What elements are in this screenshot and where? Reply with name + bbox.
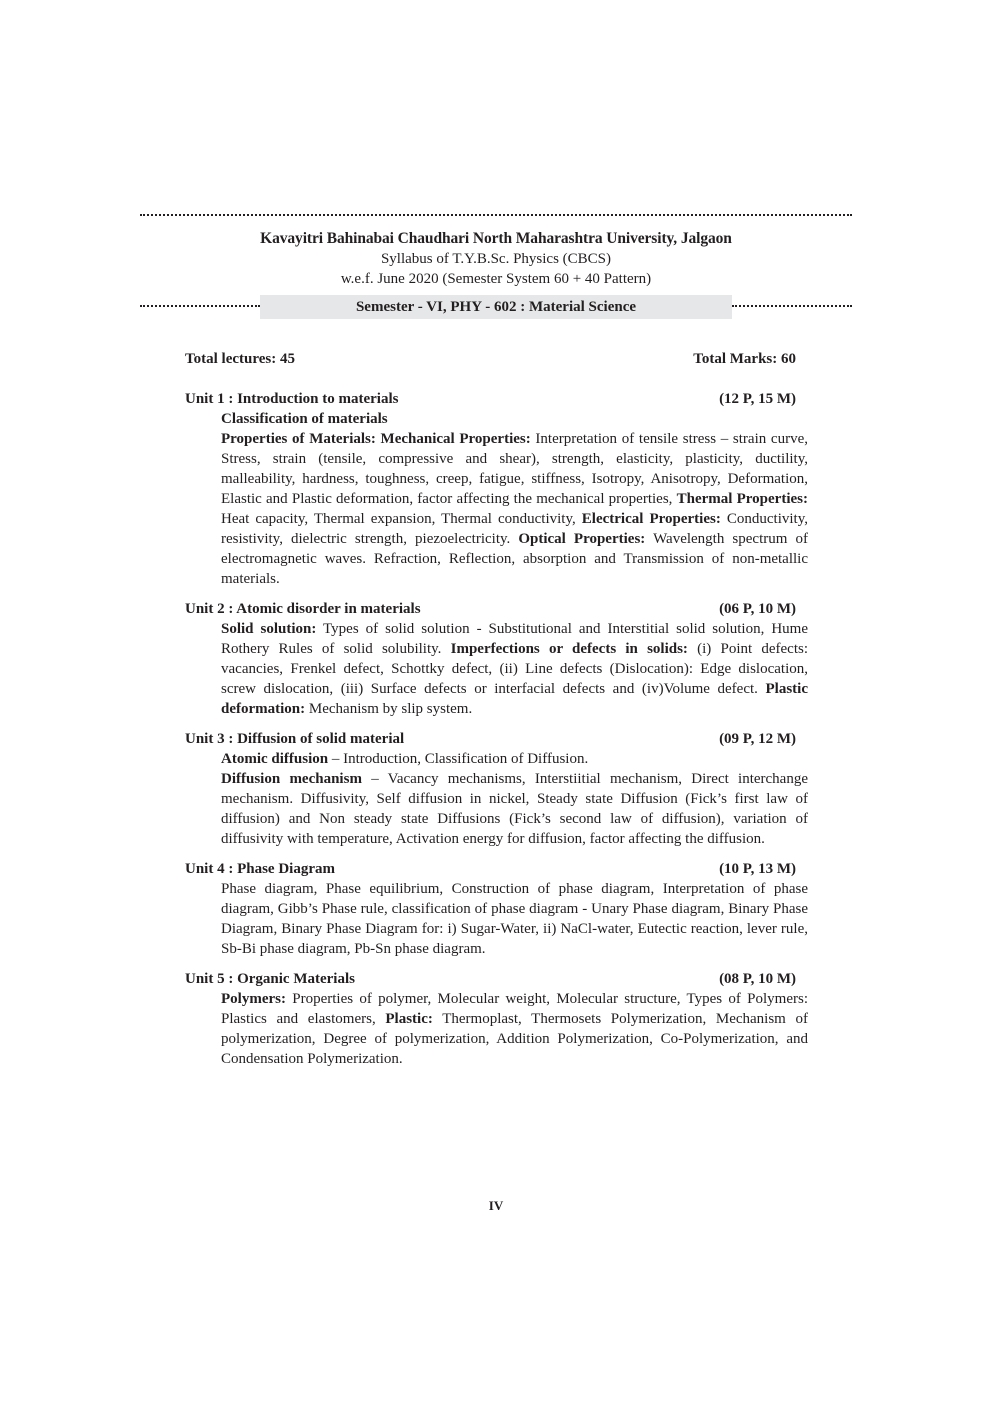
units-list xyxy=(185,389,808,1079)
unit-paragraph xyxy=(221,749,808,769)
unit-heading xyxy=(185,389,796,409)
unit-heading xyxy=(185,859,796,879)
topic-text: Heat capacity, Thermal expansion, Thermal conductivity, xyxy=(221,511,582,527)
effective-date: w.e.f. June 2020 (Semester System 60 + 40 Pattern) xyxy=(340,271,652,287)
unit-content xyxy=(221,989,808,1069)
topic-text: – Introduction, Classification of Diffusion. xyxy=(328,751,589,767)
unit-title: Unit 1 : Introduction to materials xyxy=(185,391,399,407)
unit-section xyxy=(185,389,808,589)
unit-content xyxy=(221,879,808,959)
syllabus-title: Syllabus of T.Y.B.Sc. Physics (CBCS) xyxy=(380,251,612,267)
topic-text: Thermoplast, Thermosets Polymerization, Mechanism of polymerization, Degree of polymerization, Addition Polymerization, Co-Polymerization, and Condensation Polymerization. xyxy=(221,1011,808,1067)
unit-title: Unit 2 : Atomic disorder in materials xyxy=(185,601,421,617)
unit-paragraph xyxy=(221,879,808,959)
topic-heading: Imperfections or defects in solids: xyxy=(450,641,688,657)
topic-heading: Plastic: xyxy=(385,1011,433,1027)
topic-heading: Properties of Materials: Mechanical Properties: xyxy=(221,431,531,447)
topic-text: Conductivity, resistivity, dielectric strength, piezoelectricity. xyxy=(221,511,808,547)
unit-section xyxy=(185,729,808,849)
unit-weight: (10 P, 13 M) xyxy=(719,861,796,877)
document-header xyxy=(140,229,852,289)
unit-weight: (09 P, 12 M) xyxy=(719,731,796,747)
topic-text: Types of solid solution - Substitutional and Interstitial solid solution, Hume Rothery Rules of solid solubility. xyxy=(221,621,808,657)
unit-title: Unit 4 : Phase Diagram xyxy=(185,861,335,877)
topic-text: Mechanism by slip system. xyxy=(305,701,473,717)
topic-heading: Polymers: xyxy=(221,991,286,1007)
topic-heading: Classification of materials xyxy=(221,411,388,427)
topic-heading: Solid solution: xyxy=(221,621,317,637)
unit-heading xyxy=(185,729,796,749)
unit-paragraph xyxy=(221,989,808,1069)
topic-heading: Diffusion mechanism xyxy=(221,771,362,787)
unit-content xyxy=(221,409,808,589)
unit-title: Unit 5 : Organic Materials xyxy=(185,971,355,987)
unit-weight: (08 P, 10 M) xyxy=(719,971,796,987)
topic-heading: Atomic diffusion xyxy=(221,751,329,767)
unit-content xyxy=(221,749,808,849)
unit-paragraph xyxy=(221,429,808,589)
semester-course-title: Semester - VI, PHY - 602 : Material Science xyxy=(260,295,732,319)
total-marks: Total Marks: 60 xyxy=(693,351,796,367)
unit-section xyxy=(185,599,808,719)
unit-paragraph xyxy=(221,769,808,849)
top-dotted-rule xyxy=(140,214,852,216)
topic-heading: Electrical Properties: xyxy=(581,511,721,527)
unit-heading xyxy=(185,599,796,619)
right-dotted-rule xyxy=(732,305,852,307)
topic-heading: Optical Properties: xyxy=(518,531,646,547)
unit-paragraph xyxy=(221,619,808,719)
unit-section xyxy=(185,859,808,959)
unit-section xyxy=(185,969,808,1069)
page-number: IV xyxy=(488,1198,504,1213)
unit-heading xyxy=(185,969,796,989)
topic-text: Properties of polymer, Molecular weight, Molecular structure, Types of Polymers: Plastics and elastomers, xyxy=(221,991,808,1027)
unit-weight: (12 P, 15 M) xyxy=(719,391,796,407)
topic-text: (i) Point defects: vacancies, Frenkel defect, Schottky defect, (ii) Line defects (Dislocation): Edge dislocation, screw dislocation, (iii) Surface defects or interfacial defects and (iv)Volume defect. xyxy=(221,641,809,697)
unit-paragraph xyxy=(221,409,808,429)
topic-heading: Plastic deformation: xyxy=(221,681,808,717)
course-totals xyxy=(185,349,796,369)
university-name: Kavayitri Bahinabai Chaudhari North Maharashtra University, Jalgaon xyxy=(260,230,732,247)
total-lectures: Total lectures: 45 xyxy=(185,351,295,367)
topic-text: Wavelength spectrum of electromagnetic waves. Refraction, Reflection, absorption and Transmission of non-metallic materials. xyxy=(221,531,808,587)
topic-text: Phase diagram, Phase equilibrium, Construction of phase diagram, Interpretation of phase diagram, Gibb’s Phase rule, classification of phase diagram - Unary Phase diagram, Binary Phase Diagram, Binary Phase Diagram for: i) Sugar-Water, ii) NaCl-water, Eutectic reaction, lever rule, Sb-Bi phase diagram, Pb-Sn phase diagram. xyxy=(221,881,808,957)
unit-weight: (06 P, 10 M) xyxy=(719,601,796,617)
unit-title: Unit 3 : Diffusion of solid material xyxy=(185,731,405,747)
topic-heading: Thermal Properties: xyxy=(676,491,808,507)
left-dotted-rule xyxy=(140,305,260,307)
unit-content xyxy=(221,619,808,719)
topic-text: Interpretation of tensile stress – strain curve, Stress, strain (tensile, compressive and shear), strength, elasticity, plasticity, ductility, malleability, hardness, toughness, creep, fatigue, stiffness, Isotropy, Anisotropy, Deformation, Elastic and Plastic deformation, factor affecting the mechanical properties, xyxy=(221,431,808,507)
topic-text: – Vacancy mechanisms, Interstiitial mechanism, Direct interchange mechanism. Diffusivity, Self diffusion in nickel, Steady state Diffusion (Fick’s first law of diffusion) and Non steady state Diffusions (Fick’s second law of diffusion), variation of diffusivity with temperature, Activation energy for diffusion, factor affecting the diffusion. xyxy=(221,771,808,847)
